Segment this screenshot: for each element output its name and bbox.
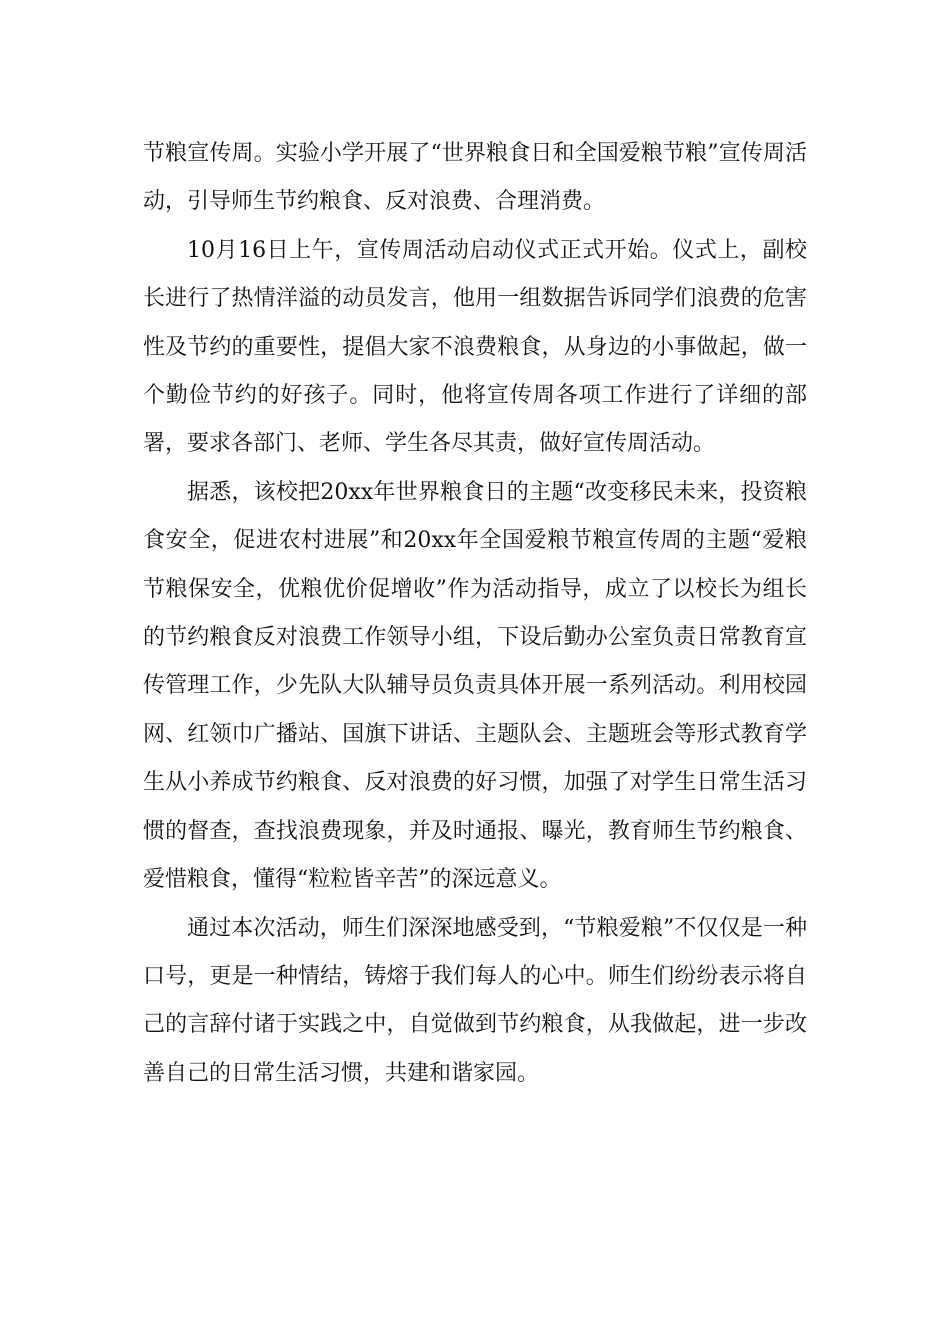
document-body (143, 130, 807, 1098)
paragraph-4: 通过本次活动，师生们深深地感受到，“节粮爱粮”不仅仅是一种口号，更是一种情结，铸熔于我们每人的心中。师生们纷纷表示将自己的言辞付诸于实践之中，自觉做到节约粮食，从我做起，进一步改善自己的日常生活习惯，共建和谐家园。 (143, 915, 807, 1086)
paragraph-2: 10月16日上午，宣传周活动启动仪式正式开始。仪式上，副校长进行了热情洋溢的动员发言，他用一组数据告诉同学们浪费的危害性及节约的重要性，提倡大家不浪费粮食，从身边的小事做起，做一个勤俭节约的好孩子。同时，他将宣传周各项工作进行了详细的部署，要求各部门、老师、学生各尽其责，做好宣传周活动。 (143, 237, 807, 457)
paragraph-3: 据悉，该校把20xx年世界粮食日的主题“改变移民未来，投资粮食安全，促进农村进展”和20xx年全国爱粮节粮宣传周的主题“爱粮节粮保安全，优粮优价促增收”作为活动指导，成立了以校长为组长的节约粮食反对浪费工作领导小组，下设后勤办公室负责日常教育宣传管理工作，少先队大队辅导员负责具体开展一系列活动。利用校园网、红领巾广播站、国旗下讲话、主题队会、主题班会等形式教育学生从小养成节约粮食、反对浪费的好习惯，加强了对学生日常生活习惯的督查，查找浪费现象，并及时通报、曝光，教育师生节约粮食、爱惜粮食，懂得“粒粒皆辛苦”的深远意义。 (143, 479, 807, 893)
paragraph-1: 节粮宣传周。实验小学开展了“世界粮食日和全国爱粮节粮”宣传周活动，引导师生节约粮食、反对浪费、合理消费。 (143, 141, 807, 215)
